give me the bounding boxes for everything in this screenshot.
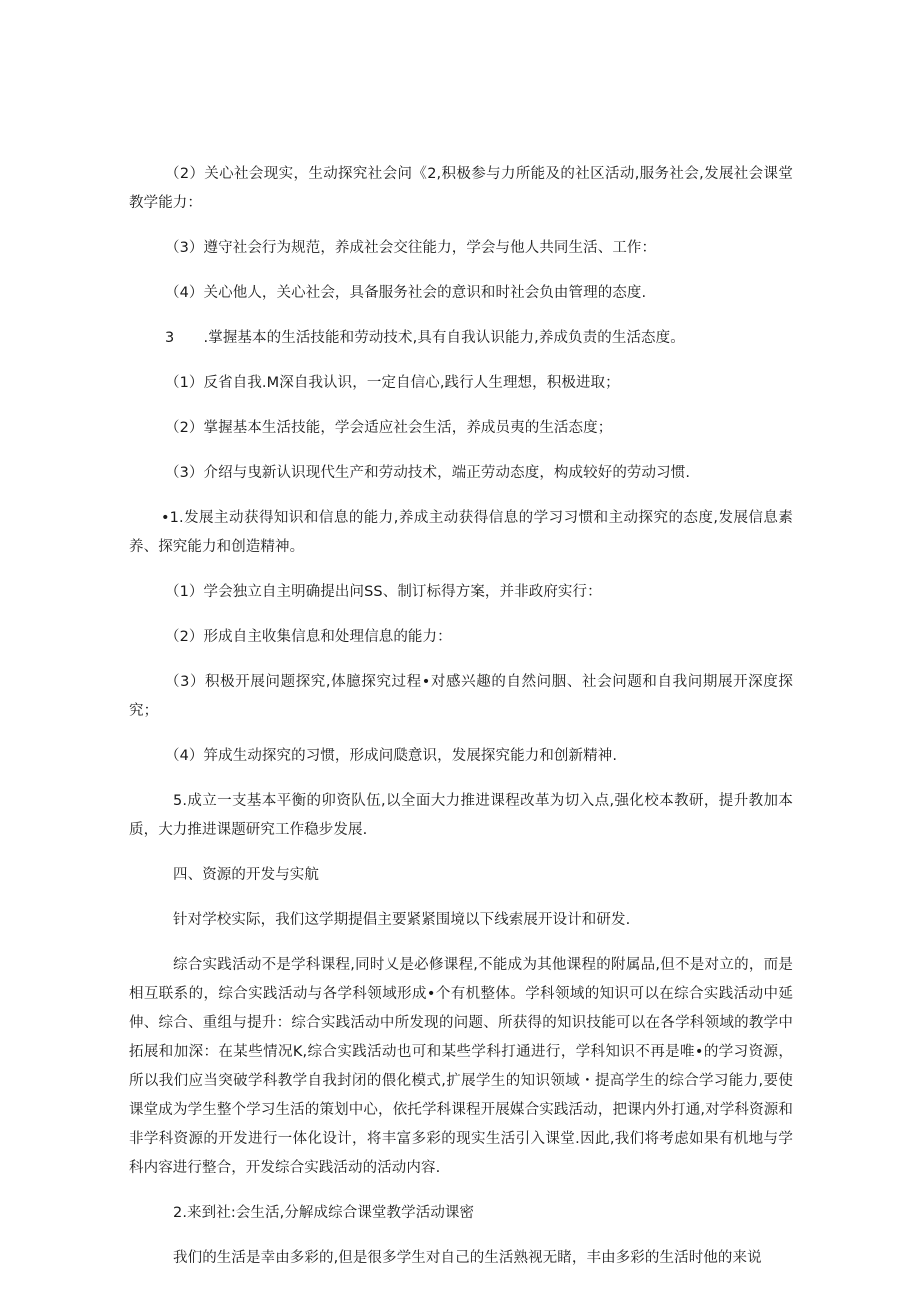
document-body bbox=[129, 160, 793, 1289]
paragraph: （4）笄成生动探究的习惯，形成问瓞意识，发展探究能力和创新精神. bbox=[165, 748, 618, 764]
paragraph: 针对学校实际，我们这学期提倡主要紧紧围境以下线索展开设计和研发. bbox=[173, 912, 631, 928]
paragraph: （4）关心他人，关心社会，具备服务社会的意识和时社会负由管理的态度. bbox=[165, 285, 647, 301]
paragraph: （2）形成自主收集信息和处理信息的能力： bbox=[165, 629, 452, 645]
paragraph: （3）积极开展问题探究,体臆探究过程•对感兴趣的自然问胭、社会问题和自我问期展开深度探究； bbox=[129, 674, 793, 719]
paragraph: •1.发展主动获得知识和信息的能力,养成主动获得信息的学习习惯和主动探究的态度,发展信息素养、探究能力和创造精神。 bbox=[129, 510, 793, 555]
paragraph: 综合实践活动不是学科课程,同时乂是必修课程,不能成为其他课程的附属品,但不是对立的，而是相互联系的，综合实践活动与各学科领域形成•个有机整体。学科领域的知识可以在综合实践活动中延伸、综合、重组与提升：综合实践活动中所发现的问题、所获得的知识技能可以在各学科领域的教学中拓展和加深：在某些情况K,综合实践活动也可和某些学科打通进行，学科知识不再是唯•的学习资源，所以我们应当突破学科教学自我封闭的偎化模式,扩展学生的知识领域・提高学生的综合学习能力,要使课堂成为学生整个学习生活的策划中心，依托学科课程开展媒合实践活动，把课内外打通,对学科资源和非学科资源的开发进行一体化设计，将丰富多彩的现实生活引入课堂.因此,我们将考虑如果有机地与学科内容进行整合，开发综合实践活动的活动内容. bbox=[129, 957, 793, 1176]
paragraph: （2）关心社会现实，生动探究社会问《2,积极参与力所能及的社区活动,服务社会,发展社会课堂教学能力： bbox=[129, 166, 793, 211]
paragraph: （2）掌握基本生活技能，学会适应社会生活，养成员夷的生活态度； bbox=[165, 420, 613, 436]
paragraph: （1）反省自我.M深自我认识，一定自信心,践行人生理想，积极进取； bbox=[165, 375, 620, 391]
paragraph: 我们的生活是幸由多彩的,但是很多学生对自己的生活熟视无睹，丰由多彩的生活时他的来说 bbox=[173, 1250, 762, 1266]
paragraph: （1）学会独立自主明确提出问SS、制订标得方案，并非政府实行： bbox=[165, 584, 602, 600]
paragraph: （3）介绍与曳新认识现代生产和劳动技术，端正劳动态度，构成较好的劳动习惯. bbox=[165, 465, 691, 481]
paragraph: 3 .掌握基本的生活技能和劳动技术,具有自我认识能力,养成负责的生活态度。 bbox=[165, 330, 685, 346]
paragraph: 5.成立一支基本平衡的卯资队伍,以全面大力推进课程改革为切入点,强化校本教研，提升教加本质，大力推进课题研究工作稳步发展. bbox=[129, 793, 793, 838]
paragraph: （3）遵守社会行为规范，养成社会交往能力，学会与他人共同生活、工作： bbox=[165, 240, 657, 256]
section-heading: 四、资源的开发与实航 bbox=[173, 867, 319, 883]
paragraph: 2.来到社:会生活,分解成综合课堂教学活动课密 bbox=[173, 1205, 475, 1221]
